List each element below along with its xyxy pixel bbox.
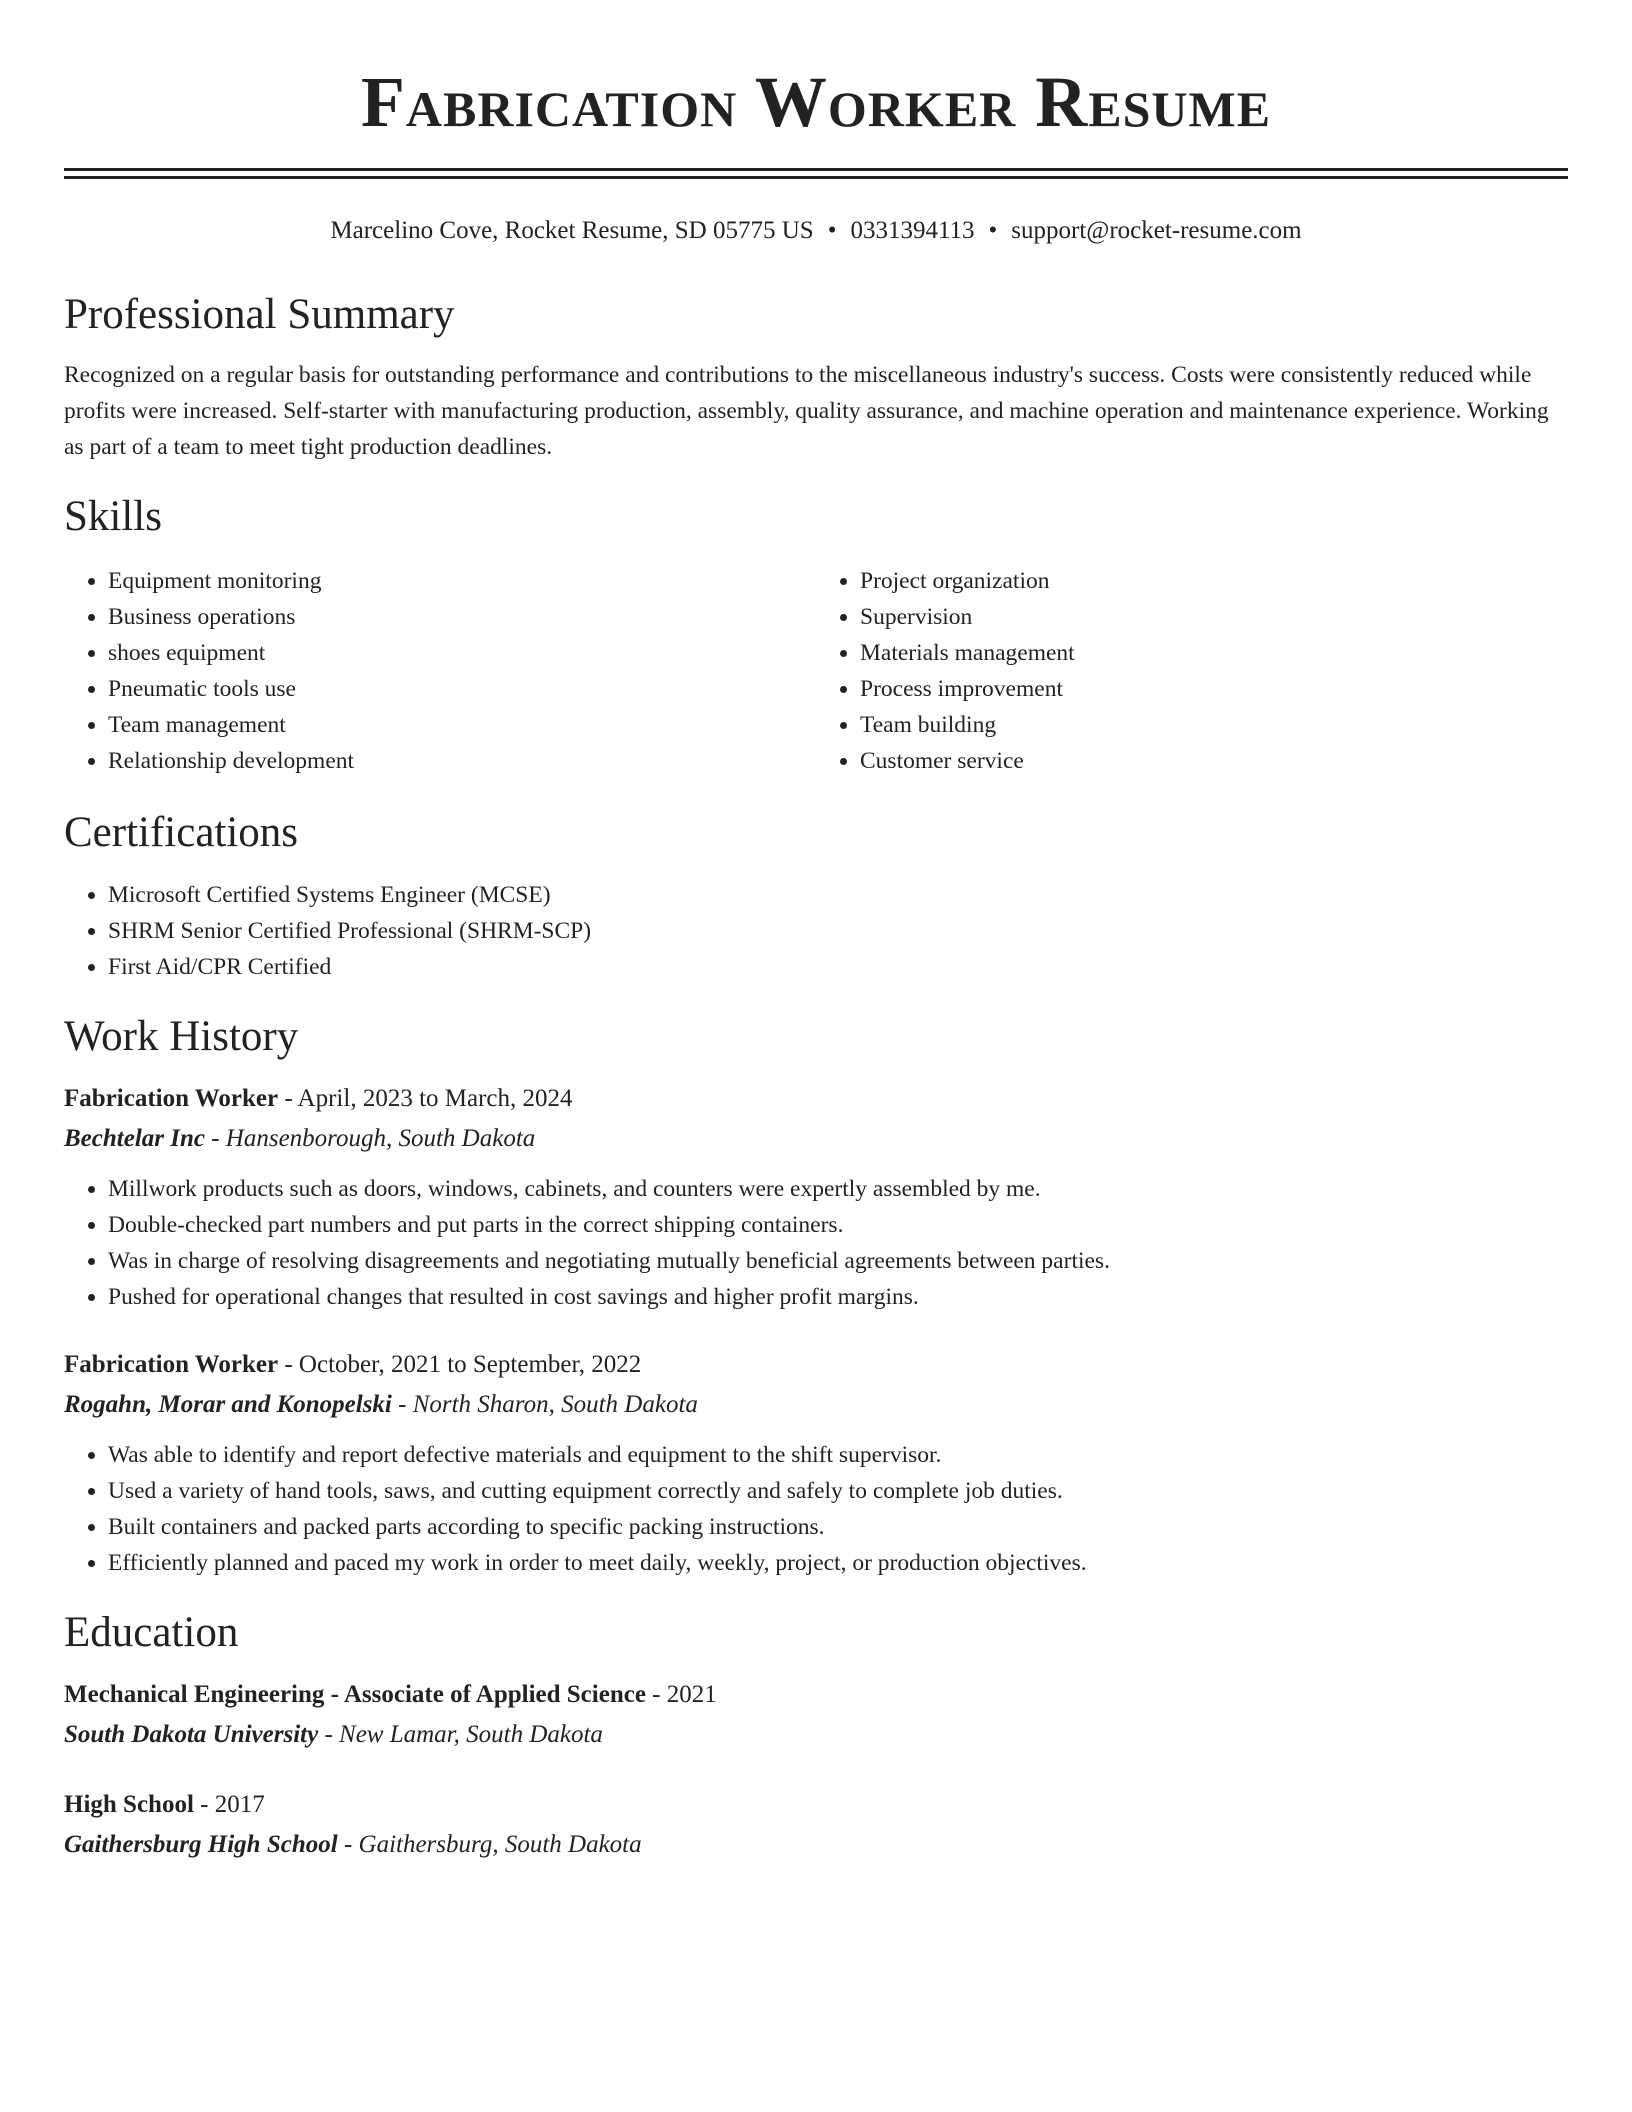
job-role: Fabrication Worker [64, 1351, 279, 1378]
resume-title: Fabrication Worker Resume [360, 62, 1272, 142]
education-year: - 2021 [652, 1681, 717, 1708]
skill-item: • Relationship development [108, 743, 816, 779]
title-divider-bottom [64, 176, 1568, 179]
job-location: - Hansenborough, South Dakota [211, 1125, 536, 1152]
job-dates: - October, 2021 to September, 2022 [284, 1351, 642, 1378]
job-role: Fabrication Worker [64, 1085, 279, 1112]
job-entry [64, 1345, 1568, 1581]
contact-separator: • [827, 217, 837, 244]
job-company: Rogahn, Morar and Konopelski [64, 1391, 392, 1418]
education-school-line [64, 1825, 1568, 1865]
job-bullet: • Used a variety of hand tools, saws, and cutting equipment correctly and safely to complete job duties. [108, 1473, 1568, 1509]
summary-text: Recognized on a regular basis for outstanding performance and contributions to the miscellaneous industry's success. Costs were consistently reduced while profits were increased. Self-starter with manufacturing production, assembly, quality assurance, and machine operation and maintenance experience. Working as part of a team to meet tight production deadlines. [64, 362, 1549, 460]
education-degree: High School [64, 1791, 194, 1818]
job-bullet: • Pushed for operational changes that resulted in cost savings and higher profit margins. [108, 1279, 1568, 1315]
certification-item: • SHRM Senior Certified Professional (SHRM-SCP) [108, 913, 1568, 949]
skill-item: • Business operations [108, 599, 816, 635]
job-bullets [64, 1171, 1568, 1315]
skills-list-right [816, 563, 1568, 779]
education-degree-line [64, 1675, 1568, 1715]
education-degree-line [64, 1785, 1568, 1825]
skill-item: • Team management [108, 707, 816, 743]
education-location: - Gaithersburg, South Dakota [343, 1831, 642, 1858]
title-divider-top [64, 168, 1568, 171]
certifications-heading: Certifications [64, 809, 299, 856]
skills-columns [64, 563, 1568, 779]
skill-item: • shoes equipment [108, 635, 816, 671]
job-bullets [64, 1437, 1568, 1581]
education-school: Gaithersburg High School [64, 1831, 338, 1858]
job-location: - North Sharon, South Dakota [398, 1391, 698, 1418]
contact-line [64, 215, 1568, 247]
education-entry [64, 1785, 1568, 1865]
job-company-line [64, 1385, 1568, 1425]
job-role-line [64, 1345, 1568, 1385]
job-bullet: • Efficiently planned and paced my work in order to meet daily, weekly, project, or production objectives. [108, 1545, 1568, 1581]
job-bullet: • Millwork products such as doors, windows, cabinets, and counters were expertly assembled by me. [108, 1171, 1568, 1207]
skill-item: • Process improvement [860, 671, 1568, 707]
job-entry [64, 1079, 1568, 1315]
certification-item: • Microsoft Certified Systems Engineer (MCSE) [108, 877, 1568, 913]
certifications-list [64, 877, 1568, 985]
education-entry [64, 1675, 1568, 1755]
skills-list-left [64, 563, 816, 779]
work-history-heading: Work History [64, 1013, 299, 1060]
contact-email: support@rocket-resume.com [1011, 217, 1302, 244]
education-heading: Education [64, 1609, 239, 1656]
education-degree: Mechanical Engineering - Associate of Applied Science [64, 1681, 646, 1708]
contact-address: Marcelino Cove, Rocket Resume, SD 05775 US [330, 217, 814, 244]
skill-item: • Pneumatic tools use [108, 671, 816, 707]
certification-item: • First Aid/CPR Certified [108, 949, 1568, 985]
skill-item: • Project organization [860, 563, 1568, 599]
job-bullet: • Double-checked part numbers and put parts in the correct shipping containers. [108, 1207, 1568, 1243]
skill-item: • Materials management [860, 635, 1568, 671]
job-dates: - April, 2023 to March, 2024 [284, 1085, 573, 1112]
skill-item: • Team building [860, 707, 1568, 743]
skill-item: • Equipment monitoring [108, 563, 816, 599]
job-company: Bechtelar Inc [64, 1125, 205, 1152]
contact-separator: • [988, 217, 998, 244]
skill-item: • Supervision [860, 599, 1568, 635]
education-location: - New Lamar, South Dakota [324, 1721, 603, 1748]
education-school: South Dakota University [64, 1721, 319, 1748]
skill-item: • Customer service [860, 743, 1568, 779]
skills-heading: Skills [64, 493, 162, 540]
contact-phone: 0331394113 [850, 217, 975, 244]
job-bullet: • Built containers and packed parts according to specific packing instructions. [108, 1509, 1568, 1545]
education-school-line [64, 1715, 1568, 1755]
job-bullet: • Was in charge of resolving disagreements and negotiating mutually beneficial agreements between parties. [108, 1243, 1568, 1279]
education-year: - 2017 [200, 1791, 265, 1818]
summary-heading: Professional Summary [64, 291, 455, 338]
job-bullet: • Was able to identify and report defective materials and equipment to the shift supervisor. [108, 1437, 1568, 1473]
job-role-line [64, 1079, 1568, 1119]
job-company-line [64, 1119, 1568, 1159]
